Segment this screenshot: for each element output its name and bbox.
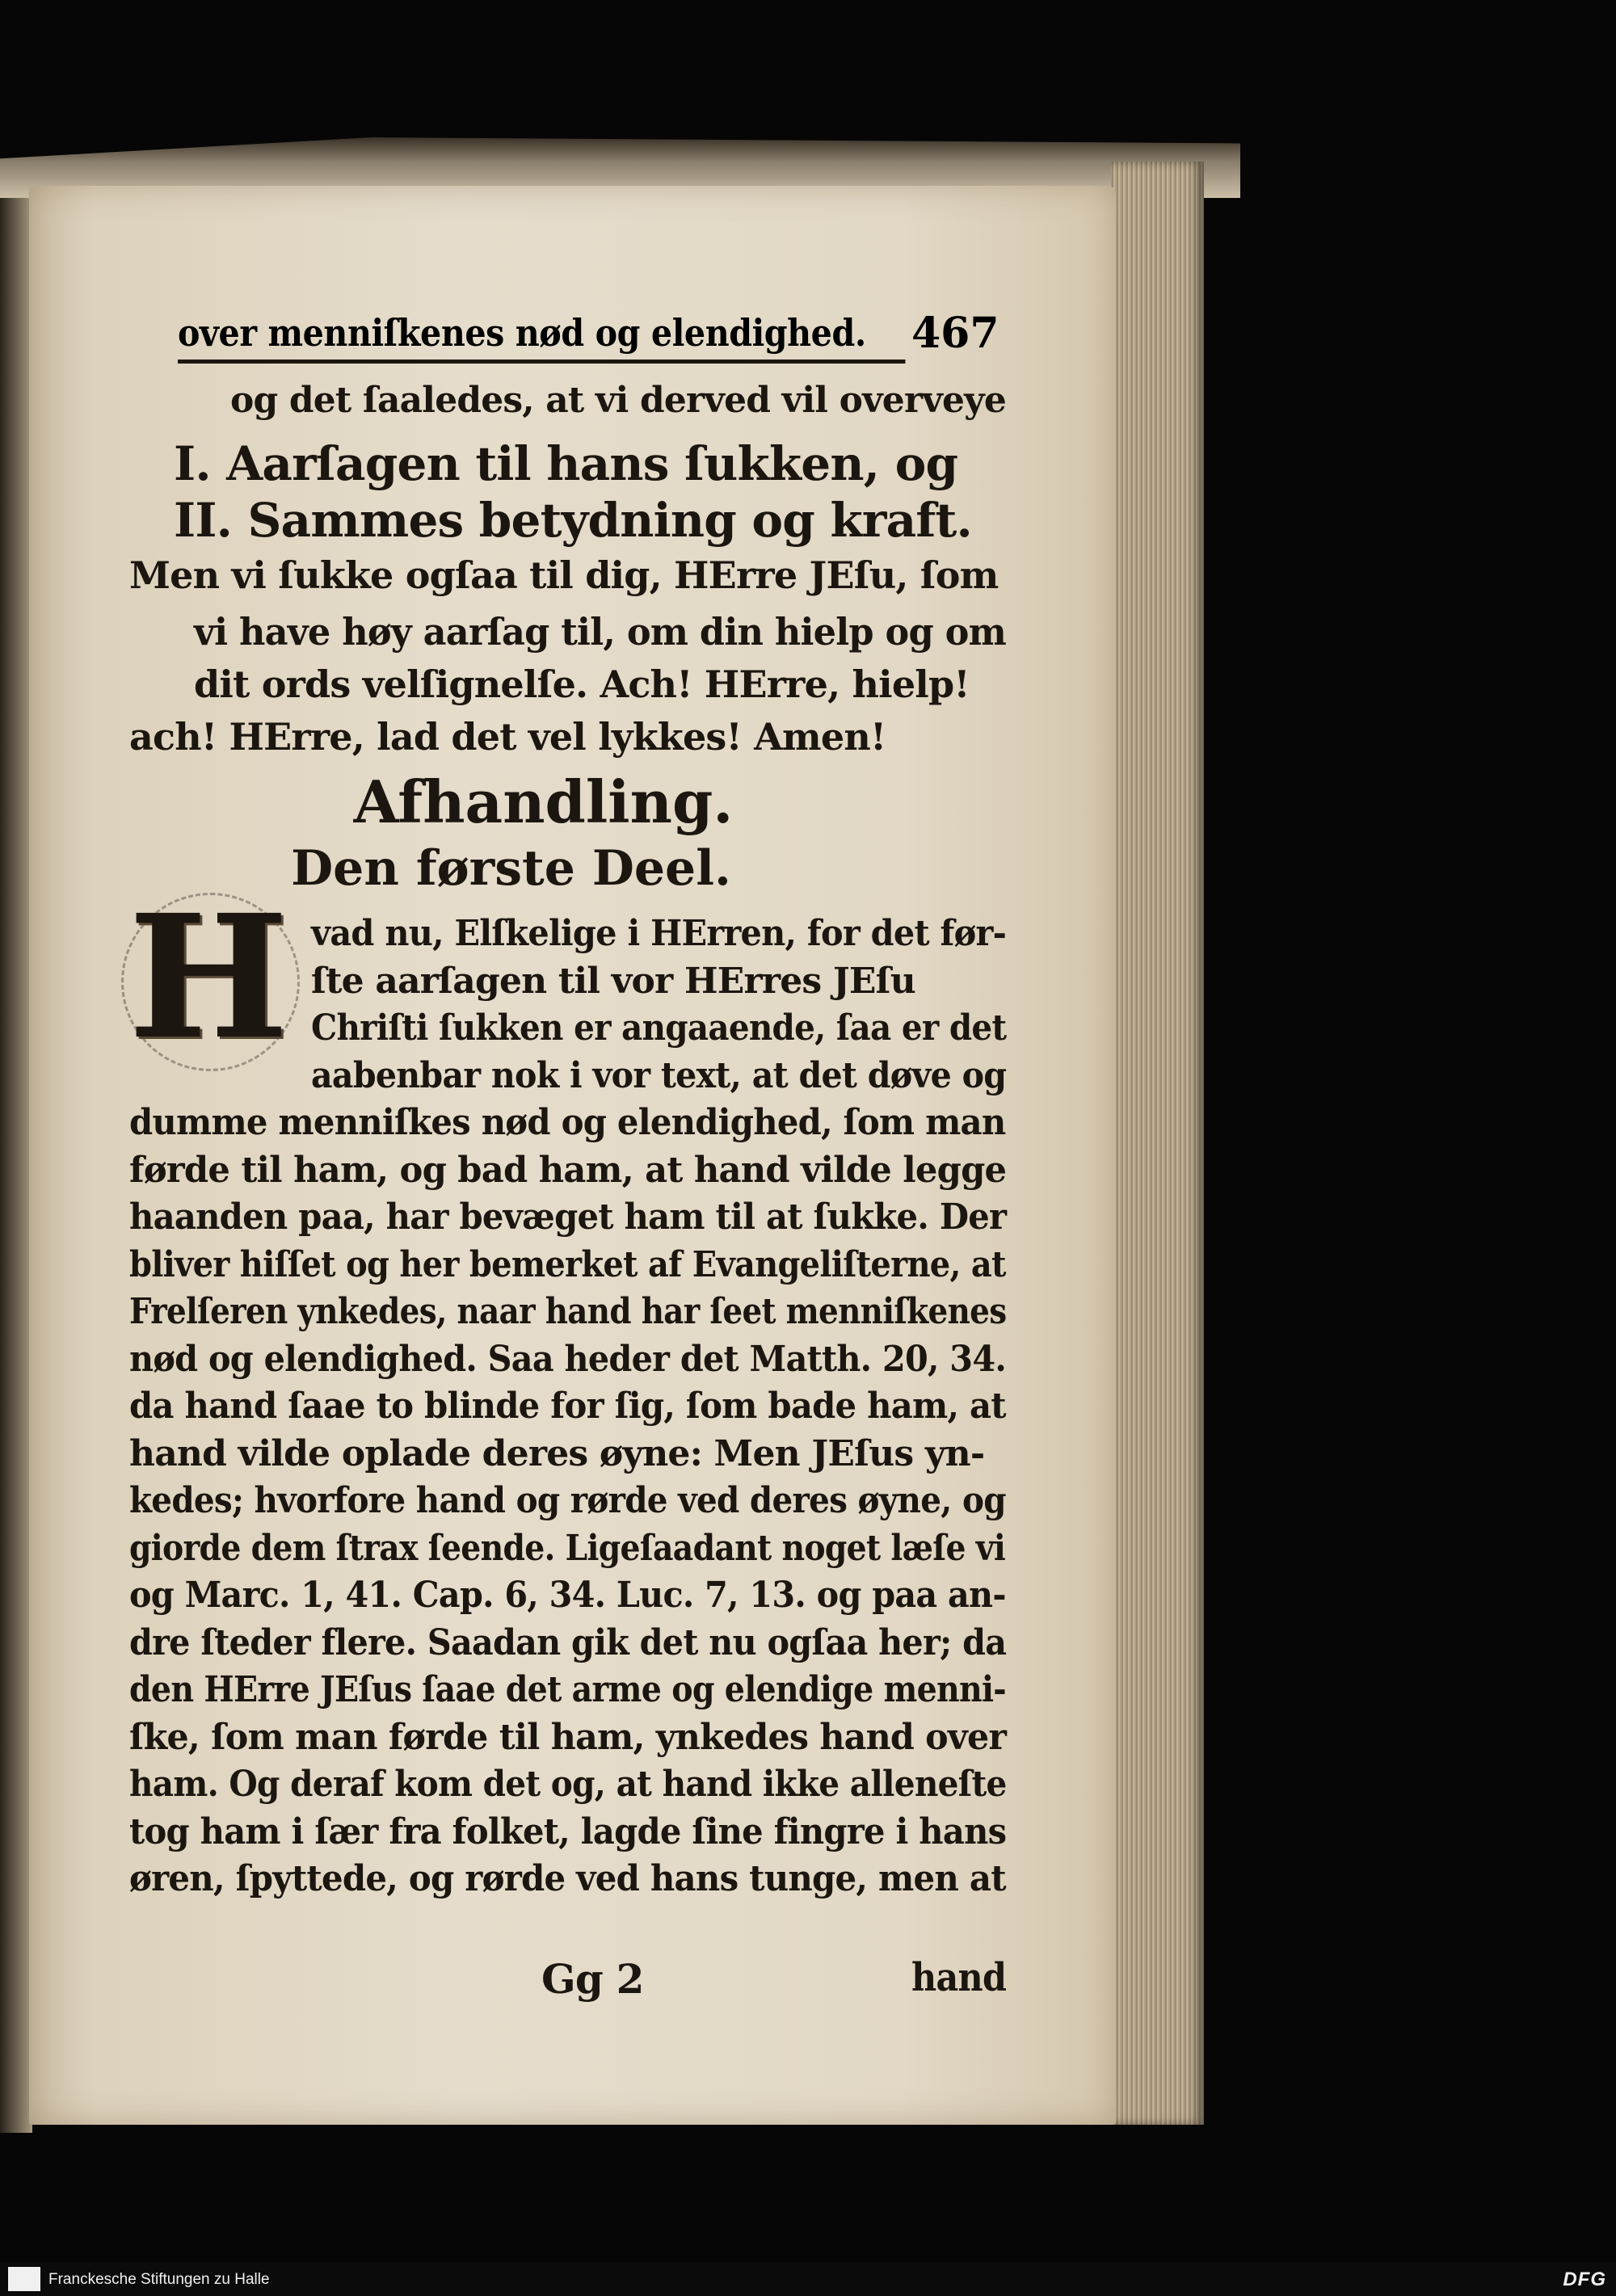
body-line: og Marc. 1, 41. Cap. 6, 34. Luc. 7, 13. og paa an- bbox=[129, 1575, 1006, 1616]
body-line: dumme menniſkes nød og elendighed, ſom man bbox=[129, 1102, 1006, 1143]
body-line: førde til ham, og bad ham, at hand vilde legge bbox=[129, 1149, 1007, 1191]
body-line: bliver hiſſet og her bemerket af Evangeliſterne, at bbox=[129, 1243, 1006, 1285]
intro-line: vi have høy aarſag til, om din hielp og om bbox=[194, 610, 1006, 654]
page-number: 467 bbox=[911, 309, 999, 358]
intro-line: II. Sammes betydning og kraft. bbox=[174, 493, 972, 548]
body-line: kedes; hvorfore hand og rørde ved deres øyne, og bbox=[129, 1480, 1006, 1521]
intro-line: ach! HErre, lad det vel lykkes! Amen! bbox=[129, 715, 886, 759]
body-line: giorde dem ſtrax ſeende. Ligeſaadant noget læſe vi bbox=[129, 1527, 1006, 1569]
book-spine-left bbox=[0, 170, 32, 2133]
footer-bar bbox=[0, 2262, 1616, 2296]
body-line: hand vilde oplade deres øyne: Men JEſus yn- bbox=[129, 1432, 985, 1474]
body-line: vad nu, Elſkelige i HErren, for det før- bbox=[311, 913, 1007, 954]
page-fore-edges bbox=[1111, 162, 1204, 2125]
drop-cap: H bbox=[128, 877, 289, 1077]
body-line: den HErre JEſus ſaae det arme og elendige menni- bbox=[129, 1669, 1006, 1710]
intro-line: og det ſaaledes, at vi derved vil overveye bbox=[230, 380, 1007, 421]
catchword: hand bbox=[911, 1955, 1007, 2000]
body-line: nød og elendighed. Saa heder det Matth. 20, 34. bbox=[129, 1338, 1006, 1380]
institution-logo bbox=[8, 2267, 40, 2291]
body-line: tog ham i ſær fra folket, lagde ſine fingre i hans bbox=[129, 1810, 1007, 1852]
intro-line: dit ords velſignelſe. Ach! HErre, hielp! bbox=[194, 662, 970, 706]
dfg-logo: DFG bbox=[1563, 2269, 1606, 2290]
body-line: dre ſteder flere. Saadan gik det nu ogſaa her; da bbox=[129, 1621, 1007, 1663]
intro-line: Men vi ſukke ogſaa til dig, HErre JEſu, ſom bbox=[129, 553, 999, 597]
body-line: ham. Og deraf kom det og, at hand ikke alleneſte bbox=[129, 1764, 1007, 1805]
running-head: over menniſkenes nød og elendighed. bbox=[178, 311, 905, 364]
body-line: ſte aarſagen til vor HErres JEſu bbox=[311, 960, 915, 1002]
body-line: Chriſti ſukken er angaaende, ſaa er det bbox=[311, 1007, 1007, 1049]
body-line: øren, ſpyttede, og rørde ved hans tunge, men at bbox=[129, 1858, 1006, 1899]
body-line: aabenbar nok i vor text, at det døve og bbox=[311, 1054, 1007, 1096]
signature-mark: Gg 2 bbox=[541, 1955, 644, 2003]
section-heading: Afhandling. bbox=[353, 767, 734, 836]
section-subheading: Den første Deel. bbox=[291, 840, 731, 897]
body-line: da hand ſaae to blinde for ſig, ſom bade ham, at bbox=[129, 1386, 1006, 1427]
intro-line: I. Aarſagen til hans ſukken, og bbox=[174, 436, 958, 491]
institution-name: Franckesche Stiftungen zu Halle bbox=[48, 2271, 270, 2288]
body-line: Frelſeren ynkedes, naar hand har ſeet menniſkenes bbox=[129, 1291, 1007, 1332]
body-line: haanden paa, har bevæget ham til at ſukke. Der bbox=[129, 1196, 1007, 1238]
body-line: ſke, ſom man førde til ham, ynkedes hand over bbox=[129, 1716, 1007, 1758]
